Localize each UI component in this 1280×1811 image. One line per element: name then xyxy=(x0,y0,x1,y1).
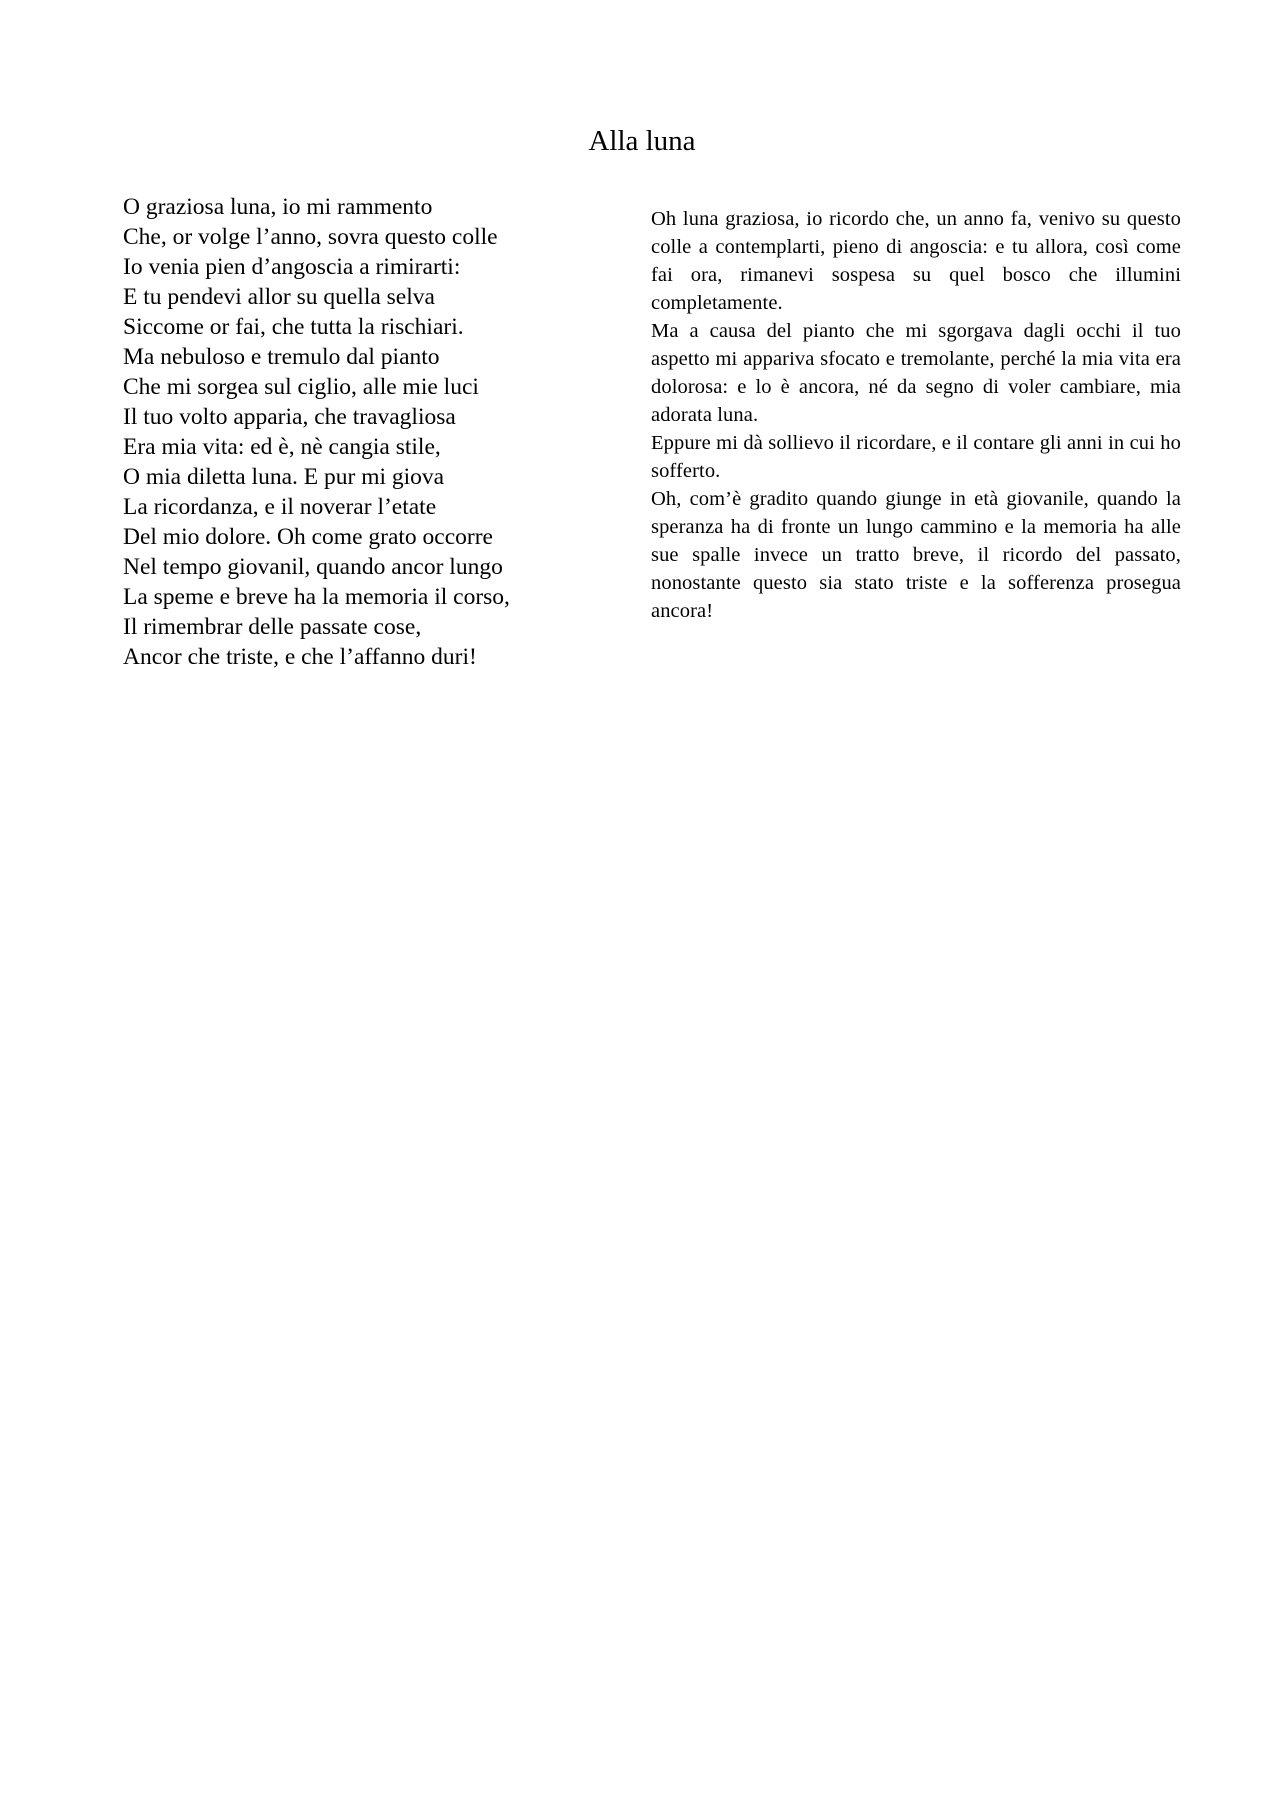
paraphrase-paragraph: Eppure mi dà sollievo il ricordare, e il contare gli anni in cui ho sofferto. xyxy=(651,432,1181,482)
poem-line: La speme e breve ha la memoria il corso, xyxy=(123,584,510,610)
poem-line: La ricordanza, e il noverar l’etate xyxy=(123,494,437,520)
poem-line: Ancor che triste, e che l’affanno duri! xyxy=(123,644,477,670)
poem-line: O graziosa luna, io mi rammento xyxy=(123,194,433,220)
poem-line: E tu pendevi allor su quella selva xyxy=(123,284,435,310)
poem-line: Che, or volge l’anno, sovra questo colle xyxy=(123,224,498,250)
poem-line: Del mio dolore. Oh come grato occorre xyxy=(123,524,493,550)
poem-line: Il tuo volto apparia, che travagliosa xyxy=(123,404,456,430)
page-title: Alla luna xyxy=(588,125,696,157)
poem-line: Nel tempo giovanil, quando ancor lungo xyxy=(123,554,503,580)
poem-line: O mia diletta luna. E pur mi giova xyxy=(123,464,445,490)
paraphrase-paragraph: Ma a causa del pianto che mi sgorgava dagli occhi il tuo aspetto mi appariva sfocato e tremolante, perché la mia vita era dolorosa: e lo è ancora, né da segno di voler cambiare, mia adorata luna. xyxy=(651,320,1181,426)
paraphrase-paragraph: Oh luna graziosa, io ricordo che, un anno fa, venivo su questo colle a contemplarti, pieno di angoscia: e tu allora, così come fai ora, rimanevi sospesa su quel bosco che illumini completamente. xyxy=(651,208,1181,314)
poem-line: Siccome or fai, che tutta la rischiari. xyxy=(123,314,464,340)
poem-line: Che mi sorgea sul ciglio, alle mie luci xyxy=(123,374,479,400)
poem-line: Era mia vita: ed è, nè cangia stile, xyxy=(123,434,441,460)
poem-line: Io venia pien d’angoscia a rimirarti: xyxy=(123,254,461,280)
poem-line: Il rimembrar delle passate cose, xyxy=(123,614,422,640)
poem-text xyxy=(123,192,583,672)
paraphrase-paragraph: Oh, com’è gradito quando giunge in età giovanile, quando la speranza ha di fronte un lungo cammino e la memoria ha alle sue spalle invece un tratto breve, il ricordo del passato, nonostante questo sia stato triste e la sofferenza prosegua ancora! xyxy=(651,488,1181,622)
poem-line: Ma nebuloso e tremulo dal pianto xyxy=(123,344,440,370)
paraphrase-text xyxy=(651,205,1181,625)
